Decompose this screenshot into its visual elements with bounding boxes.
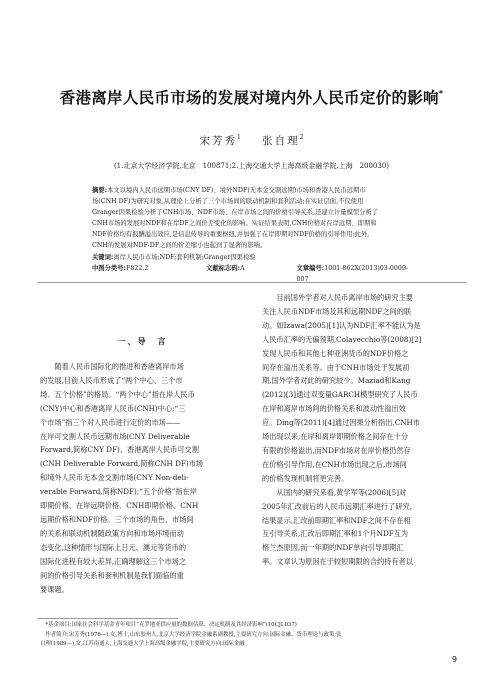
clc-label: 中图分类号: [92, 264, 127, 272]
body-line: 的价格发现机制将更完善。 [262, 473, 349, 483]
abstract-block [92, 185, 418, 285]
title-footnote-mark: * [438, 89, 444, 98]
body-line: 场、五个价格”的格局。“两个中心”指在岸人民币 [40, 389, 195, 399]
abstract-line [92, 185, 418, 196]
body-line: 和境外人民币无本金交割市场(CNY Non-deli- [40, 473, 189, 483]
divider-rule [38, 282, 466, 283]
body-line: (2012)[3]通过双变量GARCH模型研究了人民币 [262, 390, 418, 400]
body-line: 格兰杰原因,而一年期的NDF单向引导即期汇 [262, 543, 404, 553]
body-line: (CNY)中心和香港离岸人民币(CNH)中心;“三 [40, 403, 186, 413]
body-line: 场出现以来,在岸和离岸即期价格之间存在十分 [262, 432, 409, 442]
body-line: 发现人民币和其他七种亚洲货币的NDF价格之 [262, 348, 409, 358]
footnote-rule [38, 618, 178, 619]
author-line [0, 133, 503, 148]
author-2: 张自理 [262, 135, 300, 147]
body-line: 目前国外学者对人民币离岸市场的研究主要 [262, 293, 413, 302]
body-line: 结果显示,汇改前即期汇率和NDF之间不存在相 [262, 515, 411, 525]
title-text: 香港离岸人民币市场的发展对境内外人民币定价的影响 [59, 89, 439, 107]
right-column-text [262, 291, 467, 569]
doc-code-value: A [240, 264, 245, 272]
body-line: 互引导关系,汇改后即期汇率和1个月NDF互为 [262, 529, 409, 539]
footnote-line: *基金项目:国家社会科学基金青年项目“克罗地亚供应量的数据估算、决定机制及其经济影响”(10CJL037) [40, 622, 297, 628]
paper-title [0, 86, 503, 108]
body-line: 期,国外学者对此的研究较少。Maziad和Kang [262, 376, 411, 386]
body-line: 的发展,目前人民币形成了“两个中心、三个市 [40, 375, 183, 385]
clc-value: F822.2 [126, 264, 149, 272]
body-line: (CNH Deliverable Forward,简称CNH DF)市场 [40, 459, 203, 469]
body-line: 间存在溢出关系等。由于CNH市场处于发展初 [262, 362, 410, 372]
body-line: 随着人民币国际化的推进和香港离岸市场 [40, 362, 184, 371]
body-line: 的关系和联动机制随政策方向和市场环境而动 [40, 528, 184, 538]
body-line: 国际化进程有较大差异,正确理解这三个市场之 [40, 556, 187, 566]
body-line: 个市场”指三个对人民币进行定价的市场—— [40, 417, 181, 427]
article-id-label: 文章编号: [296, 264, 325, 272]
footnote-line: 作者简介:宋芳秀(1976—),女,博士,山东胶州人,北京大学经济学院金融系副教授,主要研究方向:国际金融、货币理论与政策;张 [40, 631, 342, 638]
body-line: 人民币汇率的无偏预期,Colavecchio等(2008)[2] [262, 334, 422, 344]
abstract-line: NDF价格均有报酬溢出效应,是信息传导的重要枢纽,并加强了在岸即期对NDF价格的引导作用;此外, [92, 231, 370, 239]
body-line: 在岸可交割人民币远期市场(CNY Deliverable [40, 431, 190, 441]
abstract-text: 本文以境内人民币远期市场(CNY DF)、境外NDF(无本金交割远期)市场和香港人民币远期市 [107, 187, 366, 194]
body-line: verable Forward,简称NDF);“五个价格”指在岸 [40, 487, 197, 497]
body-line: 2005年汇改前后的人民币远期汇率进行了研究, [262, 501, 412, 511]
abstract-line: CNH的发展对NDF-DF之间的价差缩小也起到了显著的影响。 [92, 242, 267, 250]
body-line: 在岸和离岸市场间的价格关系和波动性溢出效 [262, 404, 406, 414]
abstract-label: 摘要: [92, 187, 108, 194]
author-1-affil: 1 [236, 134, 241, 141]
body-line: 有限的价格溢出,而NDF市场对在岸价格仍然存 [262, 445, 411, 455]
affiliation: (1.北京大学经济学院,北京 100871;2.上海交通大学上海高级金融学院,上海 200030) [113, 162, 390, 170]
left-column-text [40, 360, 245, 596]
body-line: 关注人民币NDF市场及其和远期NDF之间的联 [262, 306, 412, 316]
author-1: 宋芳秀 [199, 135, 237, 147]
body-line: 动。如Izawa(2005)[1]认为NDF汇率不能认为是 [262, 320, 421, 330]
body-line: 从国内的研究来看,黄学军等(2006)[5]对 [262, 487, 407, 497]
doc-code-label: 文献标志码: [206, 264, 241, 272]
article-id-value: 1001-862X(2013)03-0009-007 [296, 264, 409, 283]
abstract-line: Granger因果检验分析了CNH市场、NDF市场、在岸市场之间的价格引导关系,还建立计量模型分析了 [92, 209, 379, 217]
body-line: Forward,简称CNY DF)、香港离岸人民币可交割 [40, 445, 199, 455]
page-number: 9 [452, 655, 458, 664]
body-line: 即期价格、在岸远期价格、CNH即期价格、CNH [40, 501, 199, 511]
body-line: 要课题。 [40, 584, 69, 594]
footnote-block [40, 621, 470, 650]
footnote-line: 自理(1989—),女,江苏南通人,上海交通大学上海高级金融学院,主要研究方向:国际金融。 [40, 641, 250, 647]
keywords-label: 关键词: [92, 253, 114, 261]
keywords-line [92, 252, 418, 263]
body-line: 在价格引导作用,在CNH市场出现之后,市场间 [262, 459, 407, 469]
abstract-line: CNH市场的发展对NDF和在岸DF之间价差变化的影响。实证结果表明,CNH价格对在岸远期、即期和 [92, 220, 377, 228]
keywords-text: 离岸人民币市场;NDF;套利机制;Granger因果检验 [113, 253, 256, 261]
body-line: 态变化,这种情形与国际上日元、澳元等货币的 [40, 542, 187, 552]
body-line: 应。Ding等(2011)[4]通过因果分析指出,CNH市 [262, 418, 420, 428]
abstract-line: 场(CNH DF)为研究对象,从理论上分析了三个市场间的联动机制和套利活动;在实证层面,不仅使用 [92, 198, 364, 206]
section-heading: 一、导 言 [117, 337, 168, 346]
body-line: 率。文章认为原因在于较短期限的合约持有者以 [262, 557, 413, 567]
body-line: 远期价格和NDF价格。三个市场的角色、市场间 [40, 514, 194, 524]
body-line: 间的价格引导关系和套利机制是我们面临的重 [40, 570, 184, 580]
author-2-affil: 2 [299, 134, 304, 141]
